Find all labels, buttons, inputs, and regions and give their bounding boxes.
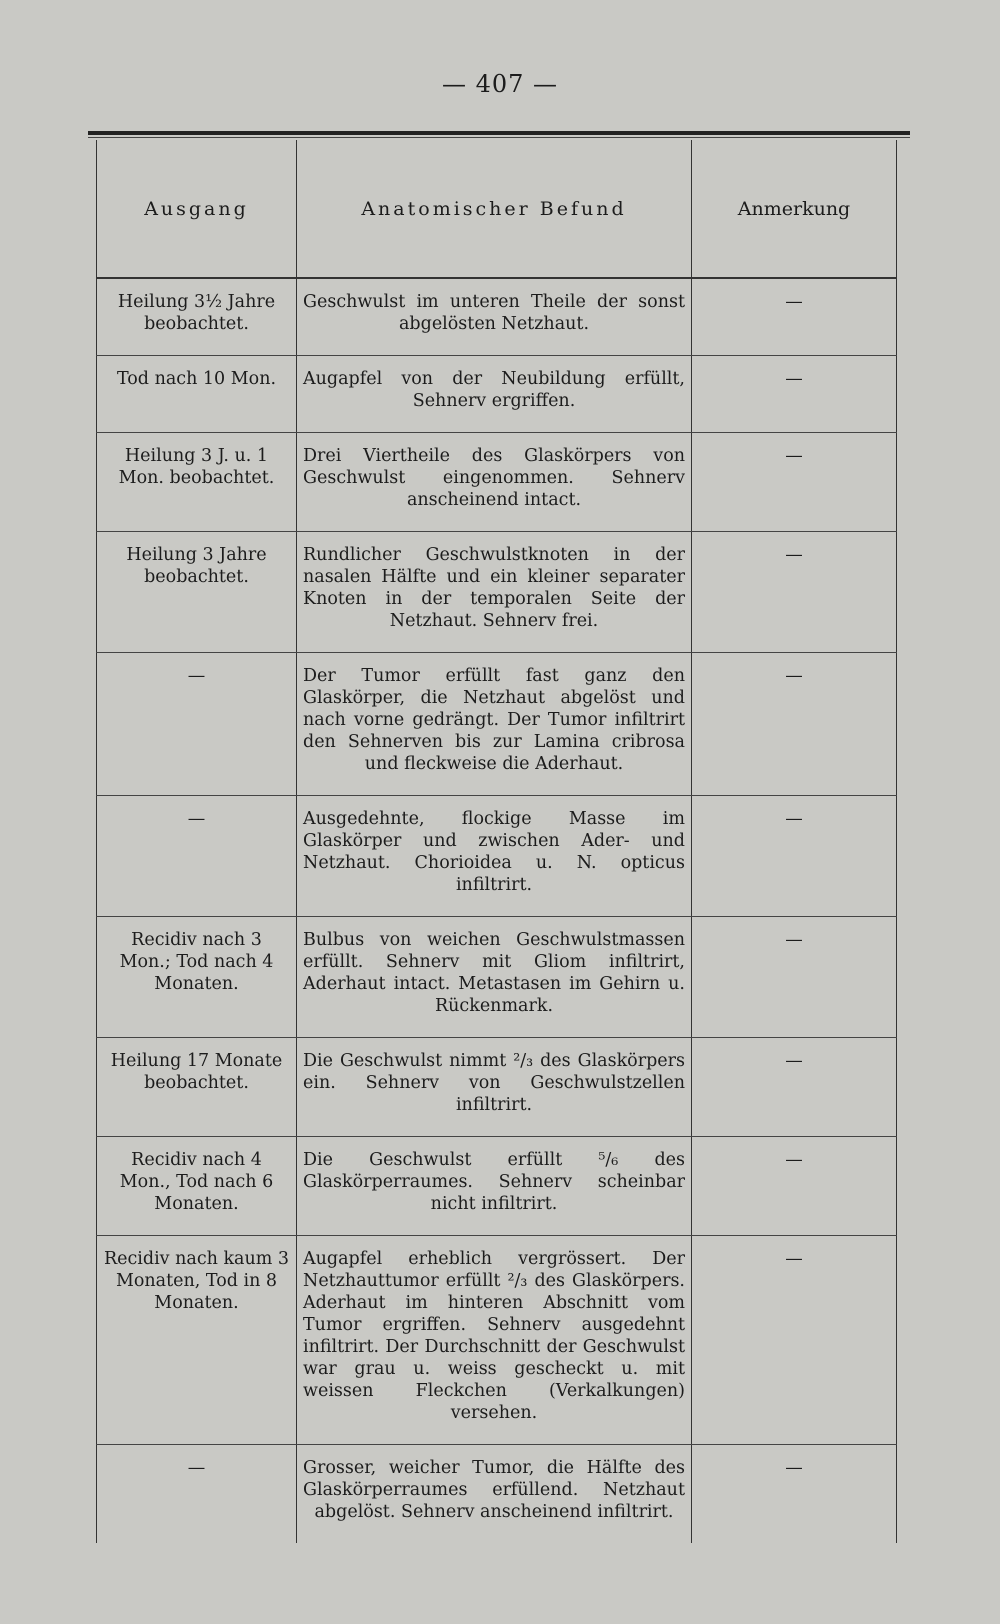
table-body bbox=[97, 278, 897, 1543]
table-row bbox=[97, 1137, 897, 1236]
top-rule-thin bbox=[88, 137, 910, 138]
cell-befund: Geschwulst im unteren Theile der sonst abgelösten Netzhaut. bbox=[297, 278, 692, 356]
cell-befund: Drei Viertheile des Glaskörpers von Geschwulst eingenommen. Sehnerv anscheinend intact. bbox=[297, 433, 692, 532]
cell-befund: Grosser, weicher Tumor, die Hälfte des Glaskörperraumes erfüllend. Netzhaut abgelöst. Sehnerv anscheinend infiltrirt. bbox=[297, 1445, 692, 1544]
cell-ausgang: Heilung 17 Monate beobachtet. bbox=[97, 1038, 297, 1137]
table-row bbox=[97, 1445, 897, 1544]
table-row bbox=[97, 1236, 897, 1445]
table-row bbox=[97, 796, 897, 917]
header-anmerkung: Anmerkung bbox=[692, 140, 897, 278]
cell-ausgang: Heilung 3 J. u. 1 Mon. beobachtet. bbox=[97, 433, 297, 532]
cell-befund: Die Geschwulst nimmt ²/₃ des Glaskörpers ein. Sehnerv von Geschwulstzellen infiltrirt. bbox=[297, 1038, 692, 1137]
cell-befund: Augapfel von der Neubildung erfüllt, Sehnerv ergriffen. bbox=[297, 356, 692, 433]
cell-anmerkung: — bbox=[692, 532, 897, 653]
cell-befund: Der Tumor erfüllt fast ganz den Glaskörper, die Netzhaut abgelöst und nach vorne gedrängt. Der Tumor infiltrirt den Sehnerven bis zur Lamina cribrosa und fleckweise die Aderhaut. bbox=[297, 653, 692, 796]
table-row bbox=[97, 433, 897, 532]
table-row bbox=[97, 653, 897, 796]
top-rule bbox=[88, 131, 910, 135]
table-row bbox=[97, 532, 897, 653]
table-row bbox=[97, 278, 897, 356]
cell-anmerkung: — bbox=[692, 278, 897, 356]
cell-befund: Rundlicher Geschwulstknoten in der nasalen Hälfte und ein kleiner separater Knoten in der temporalen Seite der Netzhaut. Sehnerv frei. bbox=[297, 532, 692, 653]
cell-anmerkung: — bbox=[692, 917, 897, 1038]
table-row bbox=[97, 1038, 897, 1137]
cell-anmerkung: — bbox=[692, 796, 897, 917]
cell-befund: Augapfel erheblich vergrössert. Der Netzhauttumor erfüllt ²/₃ des Glaskörpers. Aderhaut im hinteren Abschnitt vom Tumor ergriffen. Sehnerv ausgedehnt infiltrirt. Der Durchschnitt der Geschwulst war grau u. weiss gescheckt u. mit weissen Fleckchen (Verkalkungen) versehen. bbox=[297, 1236, 692, 1445]
cell-ausgang: Tod nach 10 Mon. bbox=[97, 356, 297, 433]
cell-ausgang: Recidiv nach 3 Mon.; Tod nach 4 Monaten. bbox=[97, 917, 297, 1038]
header-befund: Anatomischer Befund bbox=[297, 140, 692, 278]
table-row bbox=[97, 356, 897, 433]
cell-anmerkung: — bbox=[692, 1236, 897, 1445]
cell-ausgang: Heilung 3½ Jahre beobachtet. bbox=[97, 278, 297, 356]
table-row bbox=[97, 917, 897, 1038]
cell-ausgang: — bbox=[97, 653, 297, 796]
cell-anmerkung: — bbox=[692, 1038, 897, 1137]
cell-befund: Ausgedehnte, flockige Masse im Glaskörper und zwischen Ader- und Netzhaut. Chorioidea u. N. opticus infiltrirt. bbox=[297, 796, 692, 917]
cell-anmerkung: — bbox=[692, 433, 897, 532]
cell-ausgang: — bbox=[97, 1445, 297, 1544]
cell-anmerkung: — bbox=[692, 653, 897, 796]
cell-anmerkung: — bbox=[692, 1137, 897, 1236]
cell-ausgang: Recidiv nach 4 Mon., Tod nach 6 Monaten. bbox=[97, 1137, 297, 1236]
header-ausgang: Ausgang bbox=[97, 140, 297, 278]
cell-ausgang: — bbox=[97, 796, 297, 917]
cell-anmerkung: — bbox=[692, 356, 897, 433]
cell-befund: Bulbus von weichen Geschwulstmassen erfüllt. Sehnerv mit Gliom infiltrirt, Aderhaut intact. Metastasen im Gehirn u. Rückenmark. bbox=[297, 917, 692, 1038]
findings-table bbox=[96, 140, 897, 1543]
table-header-row bbox=[97, 140, 897, 278]
cell-anmerkung: — bbox=[692, 1445, 897, 1544]
cell-ausgang: Recidiv nach kaum 3 Monaten, Tod in 8 Monaten. bbox=[97, 1236, 297, 1445]
cell-ausgang: Heilung 3 Jahre beobachtet. bbox=[97, 532, 297, 653]
cell-befund: Die Geschwulst erfüllt ⁵/₆ des Glaskörperraumes. Sehnerv scheinbar nicht infiltrirt. bbox=[297, 1137, 692, 1236]
page-number: — 407 — bbox=[441, 70, 559, 98]
